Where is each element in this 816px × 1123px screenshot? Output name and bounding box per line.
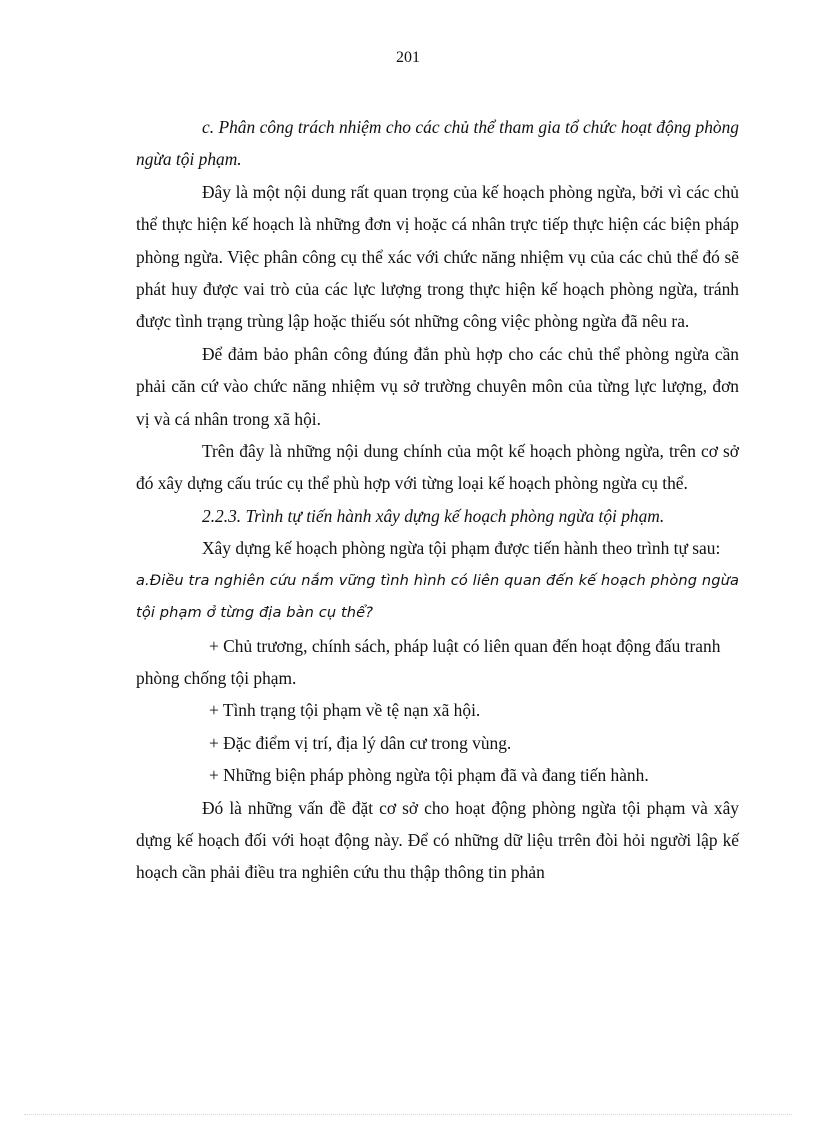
page-bottom-divider <box>24 1114 792 1115</box>
list-item: + Những biện pháp phòng ngừa tội phạm đã và đang tiến hành. <box>209 765 649 786</box>
list-item: + Tình trạng tội phạm về tệ nạn xã hội. <box>209 700 481 721</box>
page-number: 201 <box>396 49 420 66</box>
list-item: + Đặc điểm vị trí, địa lý dân cư trong vùng. <box>209 732 512 753</box>
list-item: + Chủ trương, chính sách, pháp luật có liên quan đến hoạt động đấu tranh phòng chống tội phạm. <box>136 635 721 688</box>
section-heading-c: c. Phân công trách nhiệm cho các chủ thể tham gia tổ chức hoạt động phòng ngừa tội phạm. <box>136 117 739 170</box>
section-heading-a: a.Điều tra nghiên cứu nắm vững tình hình có liên quan đến kế hoạch phòng ngừa tội phạm ở từng địa bàn cụ thể? <box>136 571 739 622</box>
body-paragraph: Đây là một nội dung rất quan trọng của kế hoạch phòng ngừa, bởi vì các chủ thể thực hiện kế hoạch là những đơn vị hoặc cá nhân trực tiếp thực hiện các biện pháp phòng ngừa. Việc phân công cụ thể xác với chức năng nhiệm vụ của các chủ thể đó sẽ phát huy được vai trò của các lực lượng trong thực hiện kế hoạch phòng ngừa, tránh được tình trạng trùng lập hoặc thiếu sót những công việc phòng ngừa đã nêu ra. <box>136 181 739 332</box>
body-paragraph: Để đảm bảo phân công đúng đắn phù hợp cho các chủ thể phòng ngừa cần phải căn cứ vào chức năng nhiệm vụ sở trường chuyên môn của từng lực lượng, đơn vị và cá nhân trong xã hội. <box>136 343 739 429</box>
document-body <box>136 111 739 889</box>
section-heading-2-2-3: 2.2.3. Trình tự tiến hành xây dựng kế hoạch phòng ngừa tội phạm. <box>202 505 665 526</box>
body-paragraph: Xây dựng kế hoạch phòng ngừa tội phạm được tiến hành theo trình tự sau: <box>202 538 721 559</box>
body-paragraph: Đó là những vấn đề đặt cơ sở cho hoạt động phòng ngừa tội phạm và xây dựng kế hoạch đối với hoạt động này. Để có những dữ liệu trrên đòi hỏi người lập kế hoạch cần phải điều tra nghiên cứu thu thập thông tin phản <box>136 797 739 883</box>
body-paragraph: Trên đây là những nội dung chính của một kế hoạch phòng ngừa, trên cơ sở đó xây dựng cấu trúc cụ thể phù hợp với từng loại kế hoạch phòng ngừa cụ thể. <box>136 441 739 494</box>
